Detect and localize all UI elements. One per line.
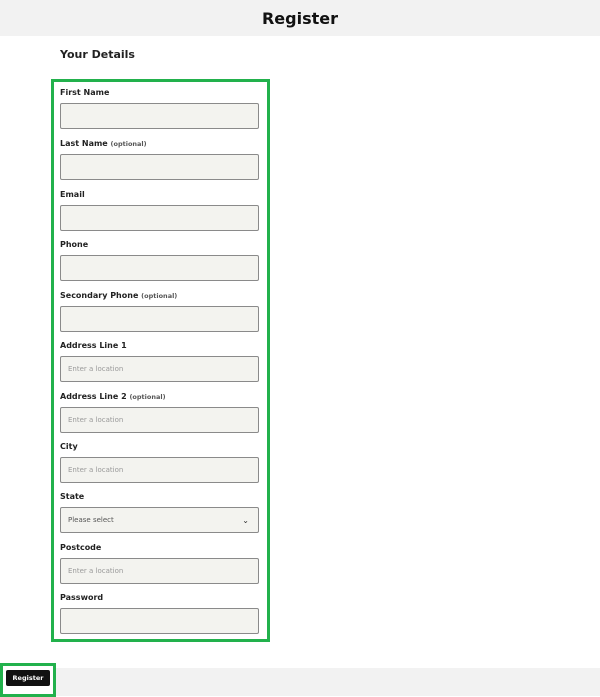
footer-bar xyxy=(0,668,600,696)
state-select[interactable] xyxy=(60,507,259,533)
address-line-2-input[interactable] xyxy=(60,407,259,433)
postcode-field xyxy=(60,542,259,584)
password-input[interactable] xyxy=(60,608,259,634)
first-name-label: First Name xyxy=(60,88,110,97)
state-field xyxy=(60,491,259,533)
phone-label: Phone xyxy=(60,240,89,249)
postcode-input[interactable] xyxy=(60,558,259,584)
register-button[interactable]: Register xyxy=(6,670,50,686)
address-line-1-placeholder: Enter a location xyxy=(68,365,124,373)
last-name-label: Last Name (optional) xyxy=(60,139,147,148)
optional-tag: (optional) xyxy=(141,292,178,300)
address-line-1-input[interactable] xyxy=(60,356,259,382)
chevron-down-icon: ⌄ xyxy=(242,515,249,525)
state-label: State xyxy=(60,492,85,501)
secondary-phone-input[interactable] xyxy=(60,306,259,332)
address-line-2-field xyxy=(60,391,259,433)
address-line-2-label: Address Line 2 (optional) xyxy=(60,392,166,401)
postcode-label: Postcode xyxy=(60,543,102,552)
last-name-input[interactable] xyxy=(60,154,259,180)
optional-tag: (optional) xyxy=(129,393,166,401)
city-label: City xyxy=(60,442,78,451)
address-line-1-label: Address Line 1 xyxy=(60,341,127,350)
password-field xyxy=(60,592,259,634)
phone-input[interactable] xyxy=(60,255,259,281)
state-selected-value: Please select xyxy=(68,516,114,524)
first-name-field xyxy=(60,87,259,129)
optional-tag: (optional) xyxy=(110,140,147,148)
secondary-phone-field xyxy=(60,290,259,332)
page-title: Register xyxy=(261,8,339,28)
last-name-field xyxy=(60,138,259,180)
city-field xyxy=(60,441,259,483)
city-placeholder: Enter a location xyxy=(68,466,124,474)
page-header xyxy=(0,0,600,36)
register-button-container xyxy=(0,663,56,697)
registration-form xyxy=(51,79,270,642)
city-input[interactable] xyxy=(60,457,259,483)
email-field xyxy=(60,189,259,231)
secondary-phone-label: Secondary Phone (optional) xyxy=(60,291,178,300)
first-name-input[interactable] xyxy=(60,103,259,129)
email-label: Email xyxy=(60,190,85,199)
postcode-placeholder: Enter a location xyxy=(68,567,124,575)
section-title: Your Details xyxy=(60,48,135,61)
password-label: Password xyxy=(60,593,104,602)
address-line-2-placeholder: Enter a location xyxy=(68,416,124,424)
email-input[interactable] xyxy=(60,205,259,231)
address-line-1-field xyxy=(60,340,259,382)
phone-field xyxy=(60,239,259,281)
